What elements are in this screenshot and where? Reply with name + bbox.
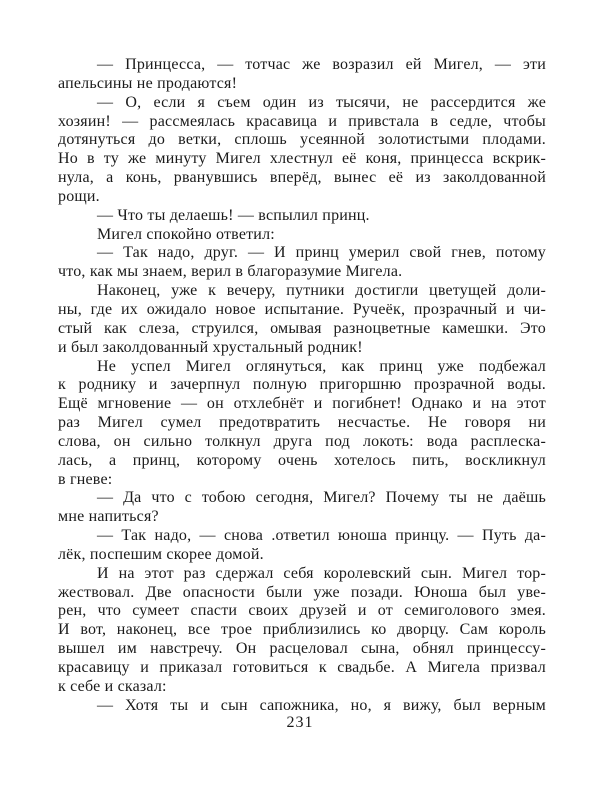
text-line: — Так надо, друг. — И принц умерил свой гнев, потому [97,244,546,262]
text-line: ны, где их ожидало новое испытание. Ручеёк, прозрачный и чи- [58,300,546,318]
text-line: — Хотя ты и сын сапожника, но, я вижу, был верным [97,696,546,714]
text-line: — О, если я съем один из тысячи, не рассердится же [97,93,546,111]
text-line: рен, что сумеет спасти своих друзей и от семиголового змея. [58,602,546,620]
text-line: мне напиться? [58,508,159,526]
text-line: к роднику и зачерпнул полную пригоршню прозрачной воды. [58,376,546,394]
text-line: вышел им навстречу. Он расцеловал сына, обнял принцессу- [58,640,546,658]
text-line: и был заколдованный хрустальный родник! [58,338,363,356]
text-line: что, как мы знаем, верил в благоразумие Мигела. [58,263,403,281]
text-line: хозяин! — рассмеялась красавица и привстала в седле, чтобы [58,112,546,130]
text-line: — Что ты делаешь! — вспылил принц. [97,206,370,224]
text-line: И на этот раз сдержал себя королевский сын. Мигел тор- [97,564,546,582]
text-line: слова, он сильно толкнул друга под локоть: вода расплеска- [58,432,546,450]
text-line: лёк, поспешим скорее домой. [58,545,264,563]
text-line: стый как слеза, струился, омывая разноцветные камешки. Это [58,319,546,337]
text-line: жествовал. Две опасности были уже позади. Юноша был уве- [58,583,546,601]
text-line: И вот, наконец, все трое приблизились ко дворцу. Сам король [58,621,546,639]
text-line: раз Мигел сумел предотвратить несчастье. Не говоря ни [58,414,546,432]
page-number: 231 [286,714,314,731]
text-block [58,56,546,716]
text-line: к себе и сказал: [58,677,167,695]
text-line: — Принцесса, — тотчас же возразил ей Мигел, — эти [97,56,546,73]
text-line: дотянуться до ветки, сплошь усеянной золотистыми плодами. [58,131,546,149]
text-line: нула, а конь, рванувшись вперёд, вынес её из заколдованной [58,169,546,187]
text-line: Ещё мгновение — он отхлебнёт и погибнет! Однако и на этот [58,395,546,413]
text-line: рощи. [58,187,100,205]
text-line: Мигел спокойно ответил: [97,225,275,243]
text-line: лась, а принц, которому очень хотелось пить, воскликнул [58,451,546,469]
text-line: Наконец, уже к вечеру, путники достигли цветущей доли- [97,282,546,300]
text-line: — Так надо, — снова .ответил юноша принцу. — Путь да- [97,527,546,545]
text-line: красавицу и приказал готовиться к свадьбе. А Мигела призвал [58,659,546,676]
text-line: в гневе: [58,470,113,488]
text-line: Не успел Мигел оглянуться, как принц уже подбежал [97,357,546,375]
text-line: апельсины не продаются! [58,74,238,92]
text-line: — Да что с тобою сегодня, Мигел? Почему ты не даёшь [97,489,546,507]
text-line: Но в ту же минуту Мигел хлестнул её коня, принцесса вскрик- [58,150,546,168]
